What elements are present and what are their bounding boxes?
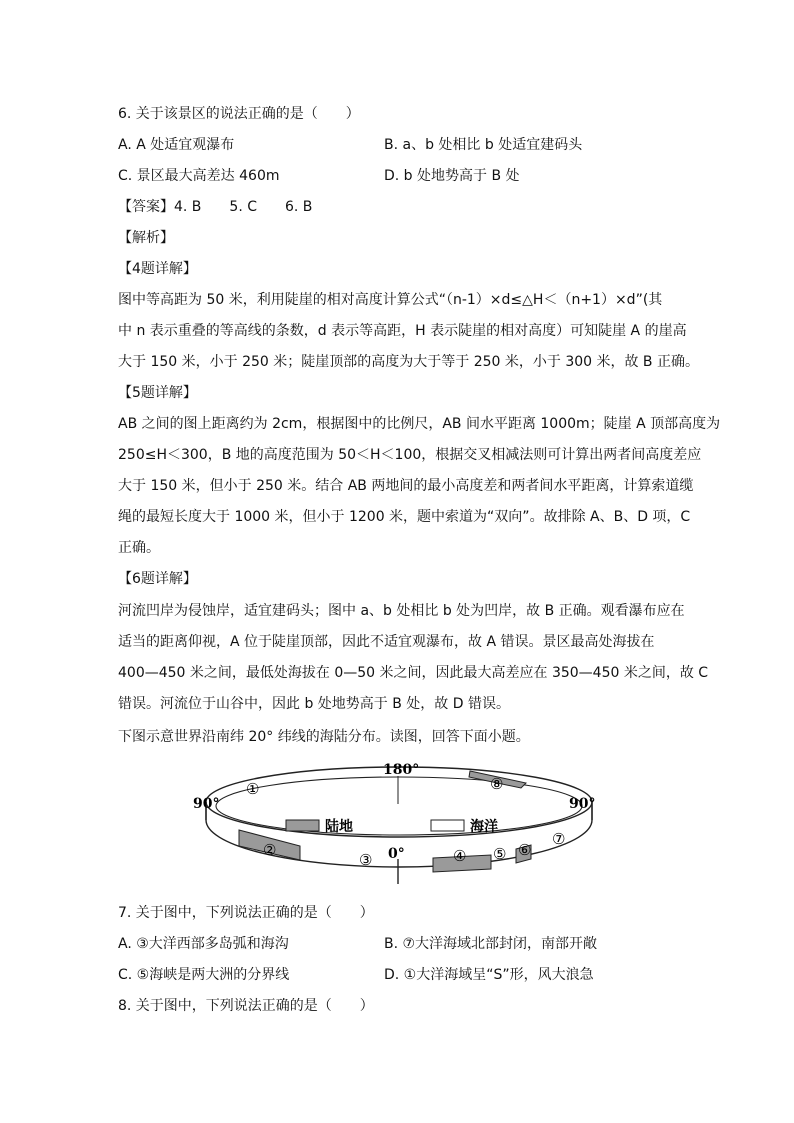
detail-6-paragraph [118, 596, 709, 720]
detail-5-paragraph [118, 409, 721, 564]
marker-2: ② [263, 841, 277, 859]
detail-5-line: 正确。 [118, 540, 160, 556]
detail-5-heading: 【5题详解】 [118, 385, 197, 401]
detail-4-heading: 【4题详解】 [118, 261, 197, 277]
detail-4-line: 中 n 表示重叠的等高线的条数，d 表示等高距，H 表示陡崖的相对高度）可知陡崖 A 的崖高 [118, 323, 687, 339]
question-6-option-c: C. 景区最大高差达 460m [118, 168, 280, 184]
detail-6-heading: 【6题详解】 [118, 571, 197, 587]
detail-6-line: 河流凹岸为侵蚀岸，适宜建码头；图中 a、b 处相比 b 处为凹岸，故 B 正确。观看瀑布应在 [118, 603, 685, 619]
detail-6-line: 错误。河流位于山谷中，因此 b 处地势高于 B 处，故 D 错误。 [118, 696, 510, 712]
label-0: 0° [388, 846, 405, 862]
detail-5-line: 250≤H＜300，B 地的高度范围为 50＜H＜100，根据交叉相减法则可计算出两者间高度差应 [118, 447, 702, 463]
label-90-right: 90° [569, 796, 596, 812]
detail-6-line: 适当的距离仰视，A 位于陡崖顶部，因此不适宜观瀑布，故 A 错误。景区最高处海拔在 [118, 634, 655, 650]
figure-intro: 下图示意世界沿南纬 20° 纬线的海陆分布。读图，回答下面小题。 [118, 729, 530, 745]
detail-4-paragraph [118, 285, 699, 378]
answer-line: 【答案】4. B 5. C 6. B [118, 199, 313, 215]
question-6-option-b: B. a、b 处相比 b 处适宜建码头 [384, 137, 583, 153]
analysis-heading: 【解析】 [118, 230, 174, 246]
question-6-option-a: A. A 处适宜观瀑布 [118, 137, 235, 153]
question-7-option-a: A. ③大洋西部多岛弧和海沟 [118, 936, 289, 952]
marker-5: ⑤ [493, 845, 507, 863]
label-90-left: 90° [193, 796, 220, 812]
legend-land-swatch [286, 820, 319, 831]
question-8-stem: 8. 关于图中，下列说法正确的是（ ） [118, 998, 374, 1014]
detail-4-line: 图中等高距为 50 米，利用陡崖的相对高度计算公式“（n-1）×d≤△H＜（n+1）×d”(其 [118, 292, 663, 308]
detail-4-line: 大于 150 米，小于 250 米；陡崖顶部的高度为大于等于 250 米，小于 300 米，故 B 正确。 [118, 354, 699, 370]
detail-5-line: AB 之间的图上距离约为 2cm，根据图中的比例尺，AB 间水平距离 1000m；陡崖 A 顶部高度为 [118, 416, 721, 432]
marker-7: ⑦ [552, 830, 566, 848]
question-7-option-b: B. ⑦大洋海域北部封闭，南部开敞 [384, 936, 598, 952]
marker-8: ⑧ [490, 775, 504, 793]
detail-6-line: 400—450 米之间，最低处海拔在 0—50 米之间，因此最大高差应在 350—450 米之间，故 C [118, 665, 709, 681]
marker-1: ① [246, 780, 260, 798]
question-7-option-d: D. ①大洋海域呈“S”形，风大浪急 [384, 967, 594, 983]
detail-5-line: 绳的最短长度大于 1000 米，但小于 1200 米，题中索道为“双向”。故排除 A、B、D 项，C [118, 509, 691, 525]
latitude-ring-figure [193, 758, 605, 892]
question-6-stem: 6. 关于该景区的说法正确的是（ ） [118, 106, 360, 122]
legend-sea-label: 海洋 [470, 819, 498, 835]
label-180: 180° [383, 762, 420, 778]
marker-6: ⑥ [518, 841, 532, 859]
question-6-option-d: D. b 处地势高于 B 处 [384, 168, 520, 184]
marker-3: ③ [359, 851, 373, 869]
legend-sea-swatch [431, 820, 464, 831]
marker-4: ④ [453, 847, 467, 865]
legend-land-label: 陆地 [325, 819, 353, 835]
question-7-option-c: C. ⑤海峡是两大洲的分界线 [118, 967, 290, 983]
question-7-stem: 7. 关于图中，下列说法正确的是（ ） [118, 905, 374, 921]
detail-5-line: 大于 150 米，但小于 250 米。结合 AB 两地间的最小高度差和两者间水平距离，计算索道缆 [118, 478, 694, 494]
